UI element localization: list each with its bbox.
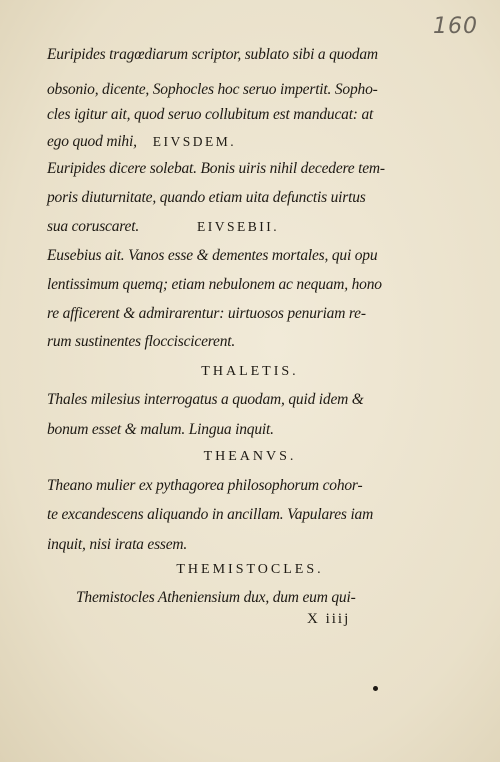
text-line: te excandescens aliquando in ancillam. Vapulares iam bbox=[47, 506, 374, 523]
text-line: Euripides tragœdiarum scriptor, sublato sibi a quodam bbox=[47, 46, 378, 63]
text-line: Thales milesius interrogatus a quodam, quid idem & bbox=[47, 391, 364, 408]
text-fragment: sua coruscaret. bbox=[47, 218, 139, 235]
text-line: rum sustinentes flocciscicerent. bbox=[47, 333, 236, 350]
heading-theanus: THEANVS. bbox=[203, 449, 297, 464]
heading-thaletis: THALETIS. bbox=[201, 364, 299, 379]
text-line-with-heading bbox=[47, 218, 279, 236]
text-line: Euripides dicere solebat. Bonis uiris nihil decedere tem- bbox=[47, 160, 385, 177]
text-line: obsonio, dicente, Sophocles hoc seruo impertit. Sopho- bbox=[47, 81, 378, 98]
heading-eiusebii: EIVSEBII. bbox=[197, 219, 280, 234]
text-line: cles igitur ait, quod seruo collubitum est manducat: at bbox=[47, 106, 374, 123]
text-line: lentissimum quemq; etiam nebulonem ac nequam, hono bbox=[47, 276, 382, 293]
heading-eiusdem: EIVSDEM. bbox=[152, 134, 237, 149]
text-line: Theano mulier ex pythagorea philosophorum cohor- bbox=[47, 477, 363, 494]
ink-dot bbox=[373, 686, 378, 691]
signature-mark: X iiij bbox=[307, 611, 351, 627]
text-line: inquit, nisi irata essem. bbox=[47, 536, 188, 553]
text-fragment: ego quod mihi, bbox=[47, 133, 137, 150]
text-line: poris diuturnitate, quando etiam uita defunctis uirtus bbox=[47, 189, 366, 206]
text-line-with-heading bbox=[47, 133, 236, 151]
folio-number: 160 bbox=[433, 14, 478, 39]
text-line: Themistocles Atheniensium dux, dum eum qui- bbox=[76, 589, 356, 606]
text-line: bonum esset & malum. Lingua inquit. bbox=[47, 421, 274, 438]
heading-themistocles: THEMISTOCLES. bbox=[176, 562, 324, 577]
text-line: re afficerent & admirarentur: uirtuosos penuriam re- bbox=[47, 305, 366, 322]
text-line: Eusebius ait. Vanos esse & dementes mortales, qui opu bbox=[47, 247, 378, 264]
